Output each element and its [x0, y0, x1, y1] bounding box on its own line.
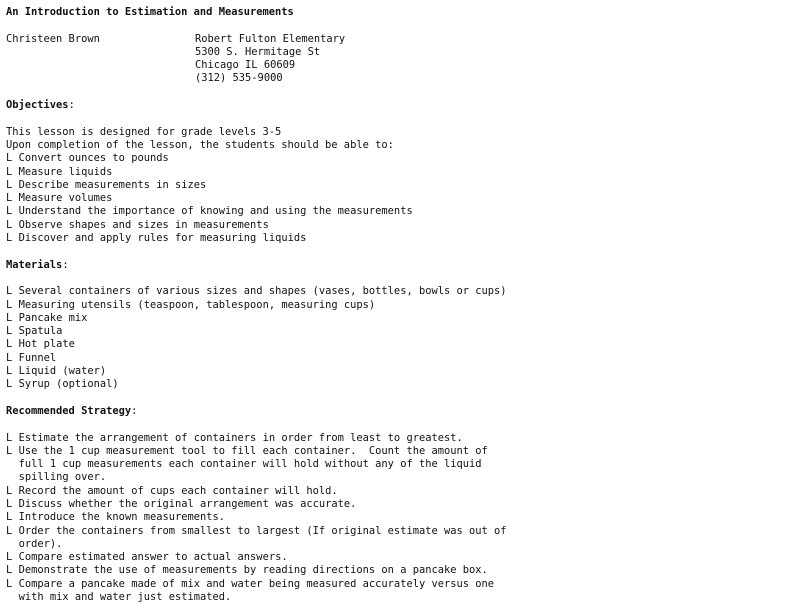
objectives-intro: This lesson is designed for grade levels 3-5 — [6, 126, 796, 139]
spacer — [6, 112, 796, 125]
spacer — [6, 86, 796, 99]
list-item — [6, 219, 796, 232]
list-item-text: Use the 1 cup measurement tool to fill each container. Count the amount of full 1 cup measurements each container will hold without any of the liquid spilling over. — [19, 445, 488, 485]
list-item — [6, 564, 796, 577]
strategy-list — [6, 432, 796, 604]
bullet-marker: L — [6, 179, 19, 192]
bullet-marker: L — [6, 166, 19, 179]
bullet-marker: L — [6, 325, 19, 338]
objectives-section — [6, 99, 796, 245]
bullet-marker: L — [6, 432, 19, 445]
materials-heading: Materials — [6, 259, 62, 271]
heading-colon: : — [69, 99, 75, 111]
list-item-text: Syrup (optional) — [19, 378, 119, 391]
list-item — [6, 325, 796, 338]
list-item — [6, 445, 796, 485]
bullet-marker: L — [6, 312, 19, 325]
objectives-list — [6, 152, 796, 245]
bullet-marker: L — [6, 551, 19, 564]
list-item-text: Order the containers from smallest to largest (If original estimate was out of order). — [19, 525, 507, 552]
materials-section — [6, 259, 796, 392]
list-item-text: Convert ounces to pounds — [19, 152, 169, 165]
bullet-marker: L — [6, 152, 19, 165]
list-item — [6, 205, 796, 218]
list-item-text: Estimate the arrangement of containers in order from least to greatest. — [19, 432, 463, 445]
bullet-marker: L — [6, 564, 19, 577]
spacer — [6, 19, 796, 32]
list-item — [6, 432, 796, 445]
materials-heading-line — [6, 259, 796, 272]
bullet-marker: L — [6, 205, 19, 218]
spacer — [6, 245, 796, 258]
list-item-text: Measuring utensils (teaspoon, tablespoon, measuring cups) — [19, 299, 376, 312]
bullet-marker: L — [6, 445, 19, 485]
bullet-marker: L — [6, 578, 19, 604]
bullet-marker: L — [6, 232, 19, 245]
list-item-text: Demonstrate the use of measurements by reading directions on a pancake box. — [19, 564, 488, 577]
list-item — [6, 378, 796, 391]
bullet-marker: L — [6, 525, 19, 552]
bullet-marker: L — [6, 511, 19, 524]
document-title: An Introduction to Estimation and Measurements — [6, 6, 796, 19]
spacer — [6, 272, 796, 285]
list-item-text: Spatula — [19, 325, 63, 338]
list-item-text: Hot plate — [19, 338, 75, 351]
bullet-marker: L — [6, 285, 19, 298]
list-item — [6, 551, 796, 564]
school-phone: (312) 535-9000 — [195, 72, 345, 85]
list-item — [6, 299, 796, 312]
objectives-heading-line — [6, 99, 796, 112]
materials-list — [6, 285, 796, 391]
list-item — [6, 365, 796, 378]
bullet-marker: L — [6, 485, 19, 498]
heading-colon: : — [131, 405, 137, 417]
heading-colon: : — [62, 259, 68, 271]
list-item — [6, 192, 796, 205]
list-item-text: Discuss whether the original arrangement was accurate. — [19, 498, 357, 511]
list-item-text: Measure liquids — [19, 166, 113, 179]
list-item — [6, 312, 796, 325]
spacer — [6, 418, 796, 431]
school-name: Robert Fulton Elementary — [195, 33, 345, 46]
list-item-text: Understand the importance of knowing and using the measurements — [19, 205, 413, 218]
objectives-heading: Objectives — [6, 99, 69, 111]
bullet-marker: L — [6, 192, 19, 205]
author-name: Christeen Brown — [6, 33, 100, 46]
list-item — [6, 285, 796, 298]
list-item — [6, 179, 796, 192]
list-item — [6, 166, 796, 179]
list-item — [6, 152, 796, 165]
list-item-text: Observe shapes and sizes in measurements — [19, 219, 269, 232]
bullet-marker: L — [6, 299, 19, 312]
list-item — [6, 498, 796, 511]
list-item-text: Funnel — [19, 352, 57, 365]
school-city: Chicago IL 60609 — [195, 59, 345, 72]
bullet-marker: L — [6, 352, 19, 365]
list-item-text: Measure volumes — [19, 192, 113, 205]
spacer — [6, 392, 796, 405]
list-item — [6, 232, 796, 245]
list-item-text: Discover and apply rules for measuring liquids — [19, 232, 307, 245]
list-item — [6, 338, 796, 351]
bullet-marker: L — [6, 338, 19, 351]
school-street: 5300 S. Hermitage St — [195, 46, 345, 59]
strategy-heading-line — [6, 405, 796, 418]
bullet-marker: L — [6, 498, 19, 511]
strategy-section — [6, 405, 796, 604]
list-item — [6, 485, 796, 498]
objectives-intro: Upon completion of the lesson, the students should be able to: — [6, 139, 796, 152]
list-item-text: Several containers of various sizes and shapes (vases, bottles, bowls or cups) — [19, 285, 507, 298]
author-block — [6, 33, 796, 86]
strategy-heading: Recommended Strategy — [6, 405, 131, 417]
list-item-text: Compare estimated answer to actual answers. — [19, 551, 288, 564]
list-item-text: Pancake mix — [19, 312, 88, 325]
list-item-text: Liquid (water) — [19, 365, 107, 378]
list-item-text: Compare a pancake made of mix and water being measured accurately versus one with mix and water just estimated. — [19, 578, 494, 604]
bullet-marker: L — [6, 219, 19, 232]
bullet-marker: L — [6, 378, 19, 391]
school-address — [195, 33, 345, 86]
list-item — [6, 352, 796, 365]
bullet-marker: L — [6, 365, 19, 378]
list-item-text: Record the amount of cups each container will hold. — [19, 485, 338, 498]
list-item-text: Introduce the known measurements. — [19, 511, 225, 524]
list-item — [6, 578, 796, 604]
document-page — [6, 6, 796, 604]
list-item — [6, 511, 796, 524]
list-item-text: Describe measurements in sizes — [19, 179, 207, 192]
list-item — [6, 525, 796, 552]
